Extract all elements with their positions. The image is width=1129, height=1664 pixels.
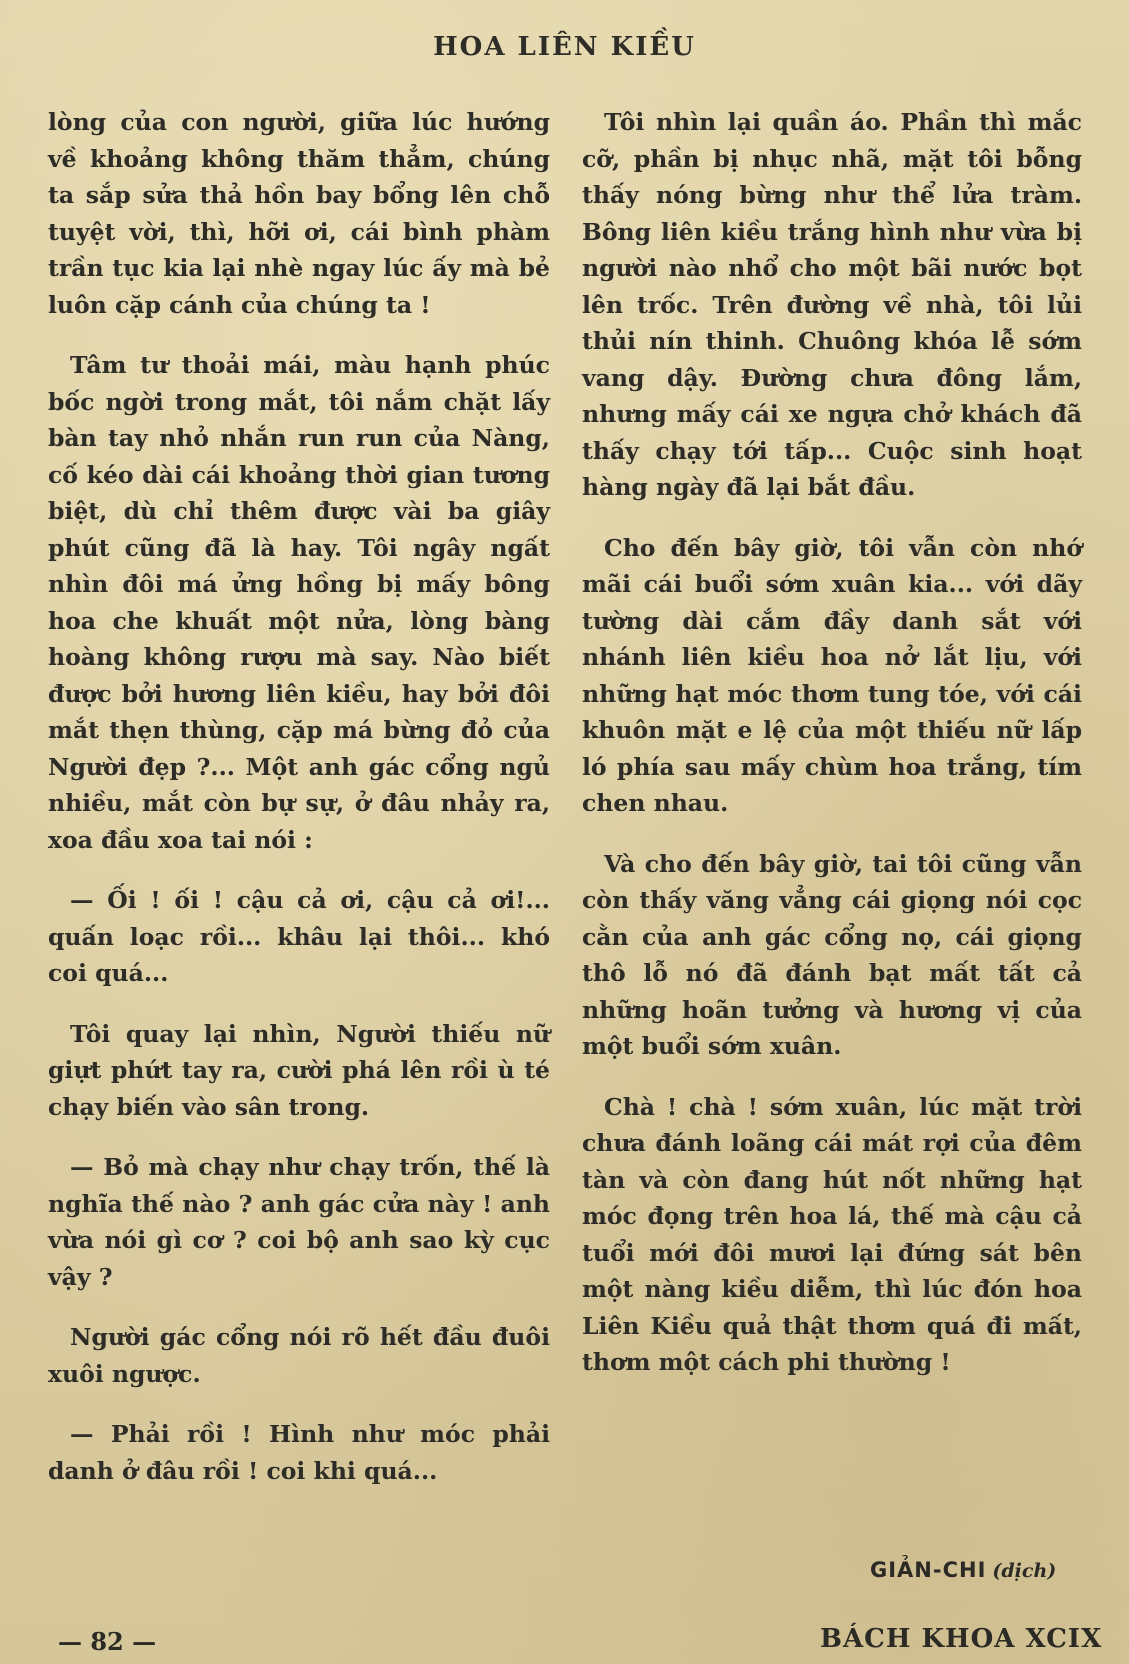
paragraph: Tôi quay lại nhìn, Người thiếu nữ giựt phứt tay ra, cười phá lên rồi ù té chạy biến vào sân trong. (48, 1019, 550, 1121)
paragraph: Tâm tư thoải mái, màu hạnh phúc bốc ngời trong mắt, tôi nắm chặt lấy bàn tay nhỏ nhắn run run của Nàng, cố kéo dài cái khoảng thời gian tương biệt, dù chỉ thêm được vài ba giây phút cũng đã là hay. Tôi ngây ngất nhìn đôi má ửng hồng bị mấy bông hoa che khuất một nửa, lòng bàng hoàng không rượu mà say. Nào biết được bởi hương liên kiều, hay bởi đôi mắt thẹn thùng, cặp má bừng đỏ của Người đẹp ?... Một anh gác cổng ngủ nhiều, mắt còn bự sự, ở đâu nhảy ra, xoa đầu xoa tai nói : (48, 351, 550, 854)
page-number: — 82 — (58, 1627, 157, 1656)
translator-signature (870, 1558, 1056, 1582)
left-column (48, 104, 550, 1513)
publication-name: BÁCH KHOA XCIX (820, 1624, 1103, 1654)
right-column (582, 104, 1082, 1405)
paragraph: — Bỏ mà chạy như chạy trốn, thế là nghĩa thế nào ? anh gác cửa này ! anh vừa nói gì cơ ? coi bộ anh sao kỳ cục vậy ? (48, 1153, 550, 1291)
paragraph: Cho đến bây giờ, tôi vẫn còn nhớ mãi cái buổi sớm xuân kia... với dãy tường dài cắm đầy danh sắt với nhánh liên kiều hoa nở lắt lịu, với những hạt móc thơm tung tóe, với cái khuôn mặt e lệ của một thiếu nữ lấp ló phía sau mấy chùm hoa trắng, tím chen nhau. (582, 533, 1082, 817)
page-title: HOA LIÊN KIỀU (433, 32, 696, 62)
paragraph: — Phải rồi ! Hình như móc phải danh ở đâu rồi ! coi khi quá... (48, 1420, 550, 1485)
signature-note: (dịch) (992, 1560, 1057, 1582)
paragraph: Tôi nhìn lại quần áo. Phần thì mắc cỡ, phần bị nhục nhã, mặt tôi bỗng thấy nóng bừng như thể lửa tràm. Bông liên kiều trắng hình như vừa bị người nào nhổ cho một bãi nước bọt lên trốc. Trên đường về nhà, tôi lủi thủi nín thinh. Chuông khóa lễ sớm vang dậy. Đường chưa đông lắm, nhưng mấy cái xe ngựa chở khách đã thấy chạy tới tấp... Cuộc sinh hoạt hàng ngày đã lại bắt đầu. (582, 108, 1082, 501)
paragraph: Chà ! chà ! sớm xuân, lúc mặt trời chưa đánh loãng cái mát rợi của đêm tàn và còn đang hút nốt những hạt móc đọng trên hoa lá, thế mà cậu cả tuổi mới đôi mươi lại đứng sát bên một nàng kiều diễm, thì lúc đón hoa Liên Kiều quả thật thơm quá đi mất, thơm một cách phi thường ! (582, 1092, 1082, 1376)
paragraph: lòng của con người, giữa lúc hướng về khoảng không thăm thẳm, chúng ta sắp sửa thả hồn bay bổng lên chỗ tuyệt vời, thì, hỡi ơi, cái bình phàm trần tục kia lại nhè ngay lúc ấy mà bẻ luôn cặp cánh của chúng ta ! (48, 108, 550, 319)
paragraph: Và cho đến bây giờ, tai tôi cũng vẫn còn thấy văng vẳng cái giọng nói cọc cằn của anh gác cổng nọ, cái giọng thô lỗ nó đã đánh bạt mất tất cả những hoãn tưởng và hương vị của một buổi sớm xuân. (582, 849, 1082, 1060)
paragraph: Người gác cổng nói rõ hết đầu đuôi xuôi ngược. (48, 1323, 550, 1388)
signature-name: GIẢN-CHI (870, 1558, 987, 1582)
paragraph: — Ối ! ối ! cậu cả ơi, cậu cả ơi!... quấn loạc rồi... khâu lại thôi... khó coi quá... (48, 886, 550, 987)
